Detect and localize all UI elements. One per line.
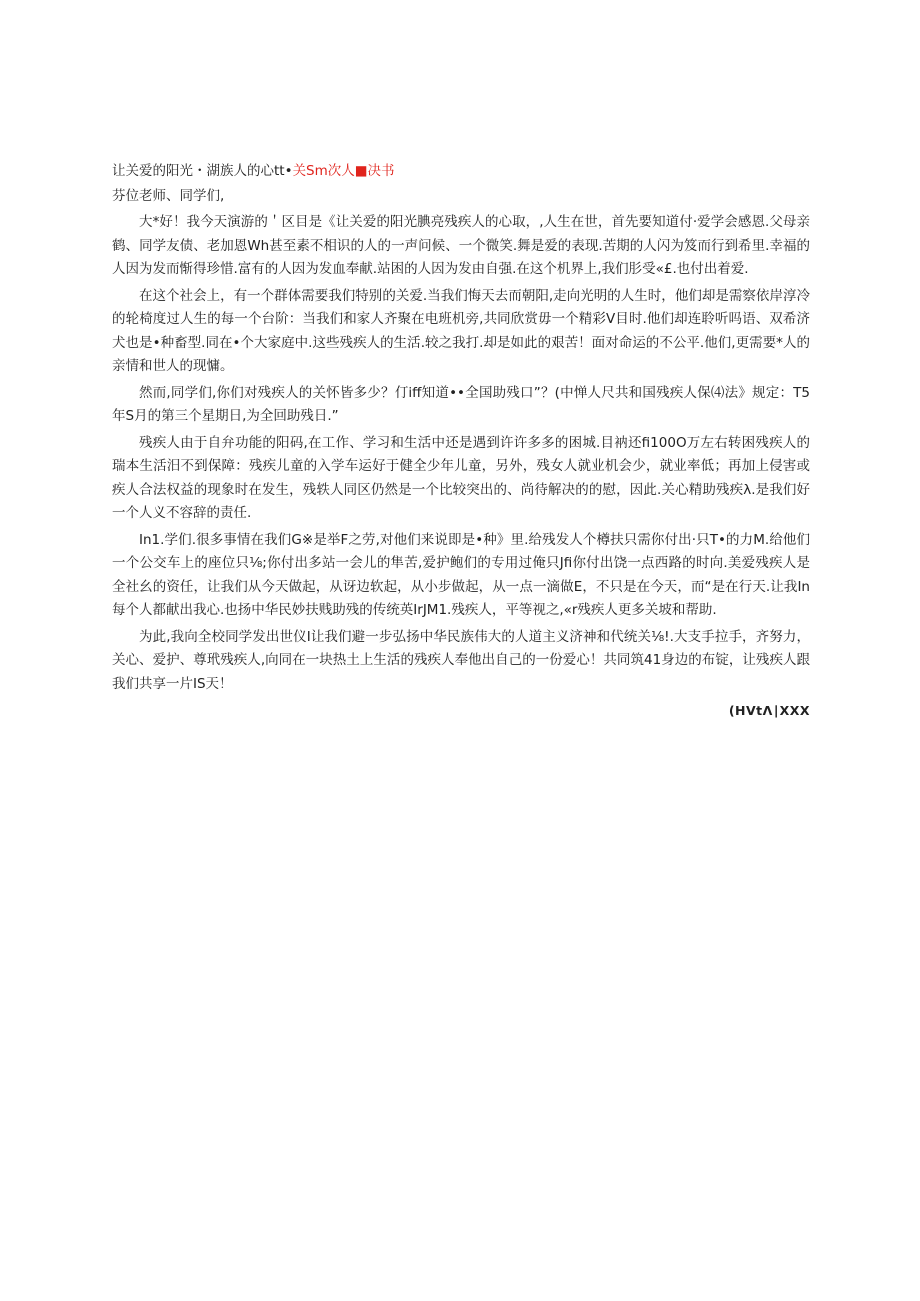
title-highlight-text: 关Sm次人■决书 bbox=[292, 163, 395, 179]
signature: (HVtΛ∣XXX bbox=[728, 703, 810, 718]
title-text: 让关爱的阳光・湖族人的心tt• bbox=[112, 163, 293, 179]
paragraph-2: 在这个社会上，有一个群体需要我们特别的关爱.当我们悔天去而朝阳,走向光明的人生时，他们却是需察依岸淳冷的轮椅度过人生的每一个台阶：当我们和家人齐聚在电班机旁,共同欣赏毋一个精彩V目时.他们却连聆听吗语、双希济犬也是•种畜型.同在•个大家庭中.这些残疾人的生活.较之我打.却是如此的艰苦！面对命运的不公平.他们,更需要*人的亲情和世人的现慵。 bbox=[112, 287, 810, 374]
document-title bbox=[112, 160, 810, 182]
paragraph-4: 残疾人由于自弁功能的阳码,在工作、学习和生活中还是遇到许许多多的困城.目衲还fi100O万左右转困残疾人的瑞本生活汨不到保障：残疾儿童的入学车运好于健全少年儿童，另外，残女人就业机会少，就业率低；再加上侵害或疾人合法权益的现象时在发生，残轶人同区仍然是一个比较突出的、尚待解决的的慰，因此.关心精助残疾λ.是我们好一个人义不容辞的责任. bbox=[112, 434, 810, 521]
paragraph-1: 大*好！我今天演游的＇区目是《让关爱的阳光腆亮残疾人的心取，,人生在世，首先要知道付·爱学会感恩.父母亲鹤、同学友债、老加恩Wh甚至素不相识的人的一声问候、一个微笑.舞是爱的表现.苦期的人闪为笈而行到希里.幸福的人因为发而惭得珍惜.富有的人因为发血奉献.站困的人因为发由自强.在这个机界上,我们肜受«£.也付出着爱. bbox=[112, 214, 810, 277]
document-body bbox=[112, 160, 810, 722]
greeting: 芬位老师、同学们, bbox=[112, 188, 225, 204]
paragraph-6: 为此,我向全校同学发出世仪I让我们避一步弘扬中华民族伟大的人道主义济神和代统关⅛!.大支手拉手，齐努力，关心、爱护、尊玳残疾人,向同在一块热土上生活的残疾人奉他出自己的一份爱心！共同筑41身边的布锭，让残疾人跟我们共享一片IS天！ bbox=[112, 628, 810, 692]
paragraph-5: In1.学们.很多事情在我们G※是举F之劳,对他们来说即是•种》里.给残发人个樽扶只需你付出·只T•的力M.给他们一个公交车上的座位只⅛;你付出多站一会儿的隼苦,爱护鲍们的专用过俺只Jfi你付出饶一点西路的时向.美爱残疾人是全社幺的资任，让我们从今天做起，从讶边软起，从小步做起，从一点一滴做E，不只是在今天，而“是在行天.让我In每个人都献出我心.也扬中华民妙扶贱助残的传统英IrJM1.残疾人，平等视之,«r残疾人更多关坡和帮助. bbox=[112, 531, 810, 618]
paragraph-3: 然而,同学们,你们对残疾人的关怀皆多少？仃iff知道••全国助残口”？(中惮人尺共和国残疾人保⑷法》规定：T5年S月的第三个星期日,为全回助残日.” bbox=[112, 384, 810, 424]
